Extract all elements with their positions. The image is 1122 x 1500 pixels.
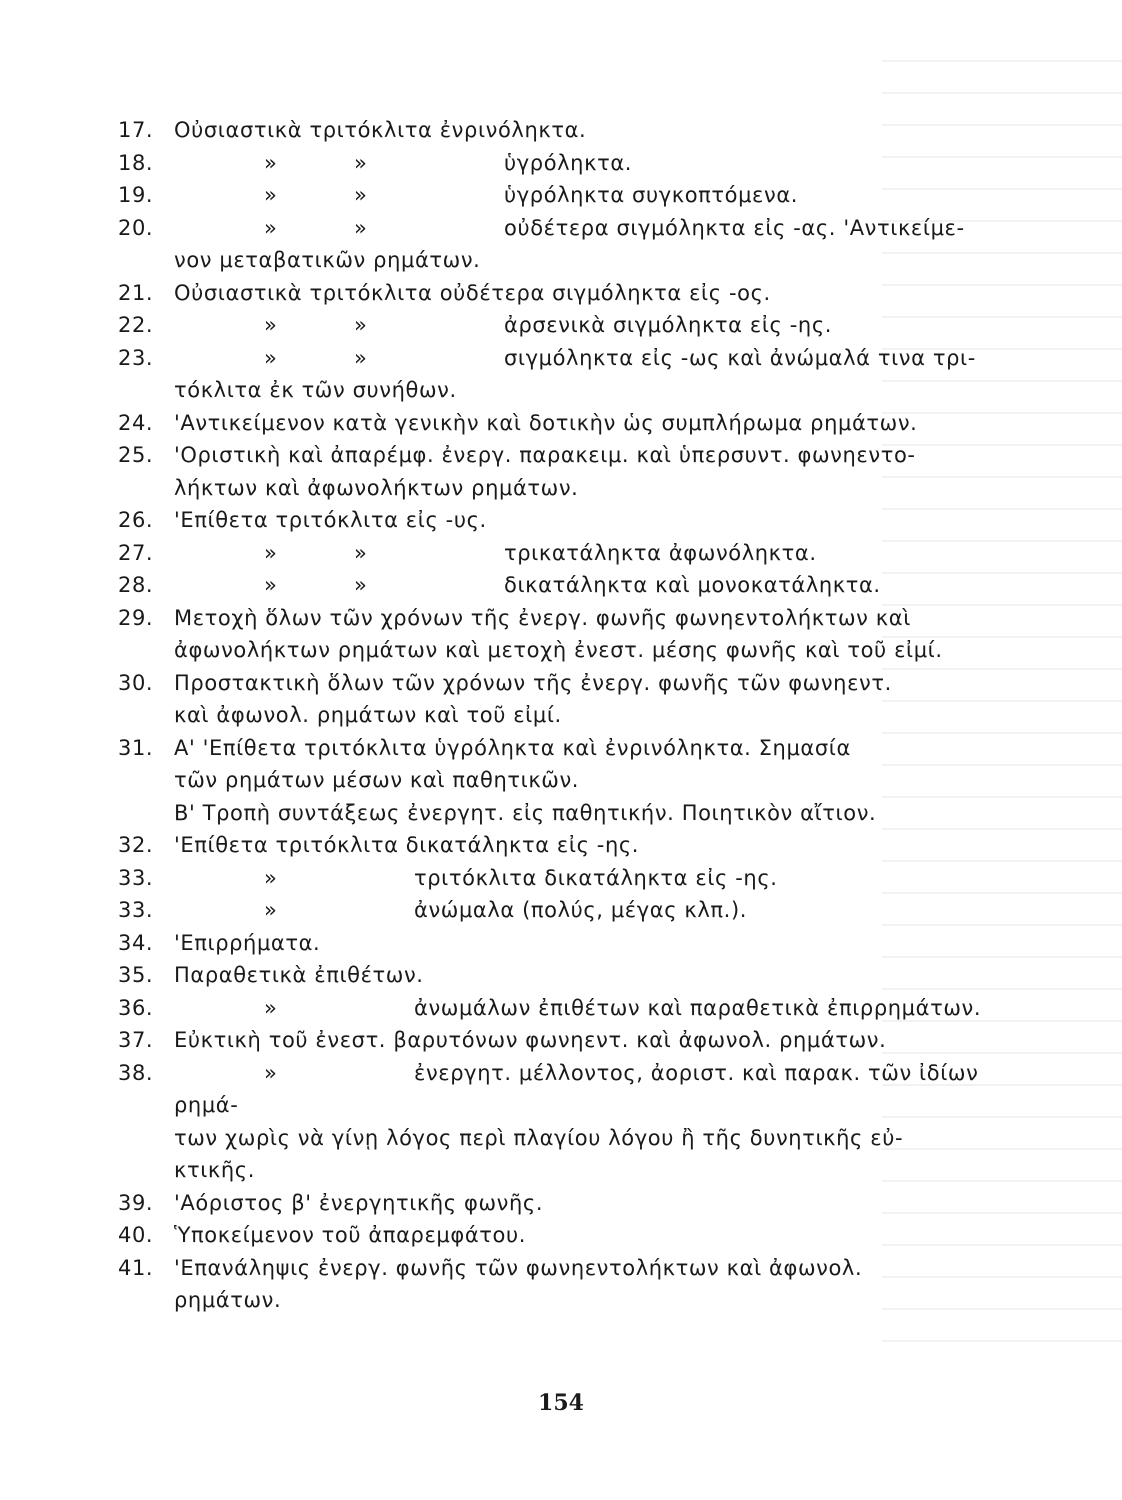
list-item [118,862,1018,895]
item-number: 24. [118,410,154,435]
item-number: 17. [118,118,154,142]
item-text: Οὐσιαστικὰ τριτόκλιτα οὐδέτερα σιγμόληκτα εἰς -ος. [174,280,771,305]
item-text-line [174,309,1018,342]
item-text: 'Επανάληψις ἐνεργ. φωνῆς τῶν φωνηεντολήκτων καὶ ἀφωνολ. [174,1255,863,1280]
item-number: 35. [118,963,154,987]
list-item [118,439,1018,504]
list-item [118,277,1018,310]
ditto-mark: » [264,540,278,565]
item-number: 19. [118,183,154,207]
item-text: Παραθετικὰ ἐπιθέτων. [174,963,424,987]
item-text: ρημάτων. [174,1288,282,1312]
list-item [118,602,1018,667]
ditto-mark: » [354,573,368,597]
item-text-line [174,537,1018,570]
list-item [118,212,1018,277]
item-text-line [174,179,1018,212]
item-text: ἀρσενικὰ σιγμόληκτα εἰς -ης. [504,313,833,337]
item-text: οὐδέτερα σιγμόληκτα εἰς -ας. 'Αντικείμε- [504,215,965,240]
list-item [118,407,1018,440]
list-item [118,569,1018,602]
item-text: ἀνώμαλα (πολύς, μέγας κλπ.). [414,898,748,922]
item-text: 'Οριστικὴ καὶ ἀπαρέμφ. ἐνεργ. παρακειμ. καὶ ὑπερσυντ. φωνηεντο- [174,443,916,467]
list-item [118,829,1018,862]
list-item [118,894,1018,927]
item-number: 36. [118,995,154,1020]
item-number: 20. [118,215,154,240]
item-text-line [174,212,1018,245]
ditto-mark: » [264,898,278,922]
list-item [118,309,1018,342]
page-number: 154 [538,1390,584,1416]
item-text: Μετοχὴ ὅλων τῶν χρόνων τῆς ἐνεργ. φωνῆς φωνηεντολήκτων καὶ [174,605,911,630]
ditto-mark: » [354,313,368,337]
exercise-list [118,114,1018,1317]
item-number: 37. [118,1028,154,1052]
list-item [118,179,1018,212]
item-text: τρικατάληκτα ἀφωνόληκτα. [504,540,817,565]
item-text: τριτόκλιτα δικατάληκτα εἰς -ης. [414,865,778,890]
item-number: 30. [118,670,154,695]
list-item [118,342,1018,407]
ditto-mark: » [354,540,368,565]
item-text-continuation: νον μεταβατικῶν ρημάτων. [174,248,481,272]
item-text: ἀνωμάλων ἐπιθέτων καὶ παραθετικὰ ἐπιρρημάτων. [414,995,982,1020]
item-text: 'Αόριστος β' ἐνεργητικῆς φωνῆς. [174,1190,544,1215]
list-item [118,1024,1018,1057]
item-text: Α' 'Επίθετα τριτόκλιτα ὑγρόληκτα καὶ ἐνρινόληκτα. Σημασία [174,735,851,760]
list-item [118,1057,1018,1187]
item-text-continuation: τόκλιτα ἐκ τῶν συνήθων. [174,378,457,402]
list-item [118,1219,1018,1252]
item-number: 39. [118,1190,154,1215]
list-item [118,1252,1018,1317]
list-item [118,114,1018,147]
list-item [118,732,1018,830]
list-item [118,992,1018,1025]
item-number: 29. [118,605,154,630]
item-text-line [174,1057,1018,1122]
item-text: 'Επιρρήματα. [174,930,321,955]
item-text: 'Επίθετα τριτόκλιτα εἰς -υς. [174,508,487,532]
ditto-mark: » [264,865,278,890]
ditto-mark: » [354,183,368,207]
item-number: 25. [118,443,154,467]
ditto-mark: » [264,995,278,1020]
item-number: 28. [118,573,154,597]
item-text-continuation: κτικῆς. [174,1158,256,1182]
list-item [118,537,1018,570]
item-text-line [174,992,1018,1025]
item-number: 34. [118,930,154,955]
item-number: 31. [118,735,154,760]
list-item [118,927,1018,960]
item-number: 38. [118,1060,154,1085]
ditto-mark: » [264,1060,278,1085]
item-text-line [174,862,1018,895]
item-number: 22. [118,313,154,337]
item-text: καὶ ἀφωνολ. ρημάτων καὶ τοῦ εἰμί. [174,703,562,727]
item-text: 'Επίθετα τριτόκλιτα δικατάληκτα εἰς -ης. [174,833,640,857]
list-item [118,959,1018,992]
item-text: Προστακτικὴ ὅλων τῶν χρόνων τῆς ἐνεργ. φωνῆς τῶν φωνηεντ. [174,670,892,695]
list-item [118,147,1018,180]
item-text: Εὐκτικὴ τοῦ ἐνεστ. βαρυτόνων φωνηεντ. καὶ ἀφωνολ. ρημάτων. [174,1028,887,1052]
ditto-mark: » [264,345,278,370]
item-text-line [174,147,1018,180]
ditto-mark: » [264,573,278,597]
list-item [118,1187,1018,1220]
item-text: 'Αντικείμενον κατὰ γενικὴν καὶ δοτικὴν ὡς συμπλήρωμα ρημάτων. [174,410,918,435]
item-number: 26. [118,508,154,532]
item-text: σιγμόληκτα εἰς -ως καὶ ἀνώμαλά τινα τρι- [504,345,976,370]
item-text-line [174,894,1018,927]
item-number: 23. [118,345,154,370]
item-text: Β' Τροπὴ συντάξεως ἐνεργητ. εἰς παθητικήν. Ποιητικὸν αἴτιον. [174,800,877,825]
item-text: ὑγρόληκτα συγκοπτόμενα. [504,183,799,207]
item-text: Οὐσιαστικὰ τριτόκλιτα ἐνρινόληκτα. [174,118,587,142]
item-number: 33. [118,865,154,890]
item-text-continuation: των χωρὶς νὰ γίνῃ λόγος περὶ πλαγίου λόγου ἢ τῆς δυνητικῆς εὐ- [174,1125,904,1150]
ditto-mark: » [354,215,368,240]
item-text: Ὑποκείμενον τοῦ ἀπαρεμφάτου. [174,1223,526,1247]
item-text: τῶν ρημάτων μέσων καὶ παθητικῶν. [174,768,580,792]
ditto-mark: » [264,183,278,207]
item-text-line [174,569,1018,602]
item-text: ἀφωνολήκτων ρημάτων καὶ μετοχὴ ἐνεστ. μέσης φωνῆς καὶ τοῦ εἰμί. [174,638,943,662]
item-text: δικατάληκτα καὶ μονοκατάληκτα. [504,573,881,597]
item-number: 21. [118,280,154,305]
item-number: 40. [118,1223,154,1247]
item-number: 18. [118,150,154,175]
ditto-mark: » [354,345,368,370]
item-text: ὑγρόληκτα. [504,150,633,175]
item-text: ἐνεργητ. μέλλοντος, ἀοριστ. καὶ παρακ. τῶν ἰδίων ρημά- [174,1060,979,1117]
ditto-mark: » [354,150,368,175]
item-number: 33. [118,898,154,922]
ditto-mark: » [264,150,278,175]
item-number: 32. [118,833,154,857]
item-number: 41. [118,1255,154,1280]
item-text: λήκτων καὶ ἀφωνολήκτων ρημάτων. [174,475,579,500]
list-item [118,504,1018,537]
item-number: 27. [118,540,154,565]
list-item [118,667,1018,732]
ditto-mark: » [264,313,278,337]
ditto-mark: » [264,215,278,240]
item-text-line [174,342,1018,375]
